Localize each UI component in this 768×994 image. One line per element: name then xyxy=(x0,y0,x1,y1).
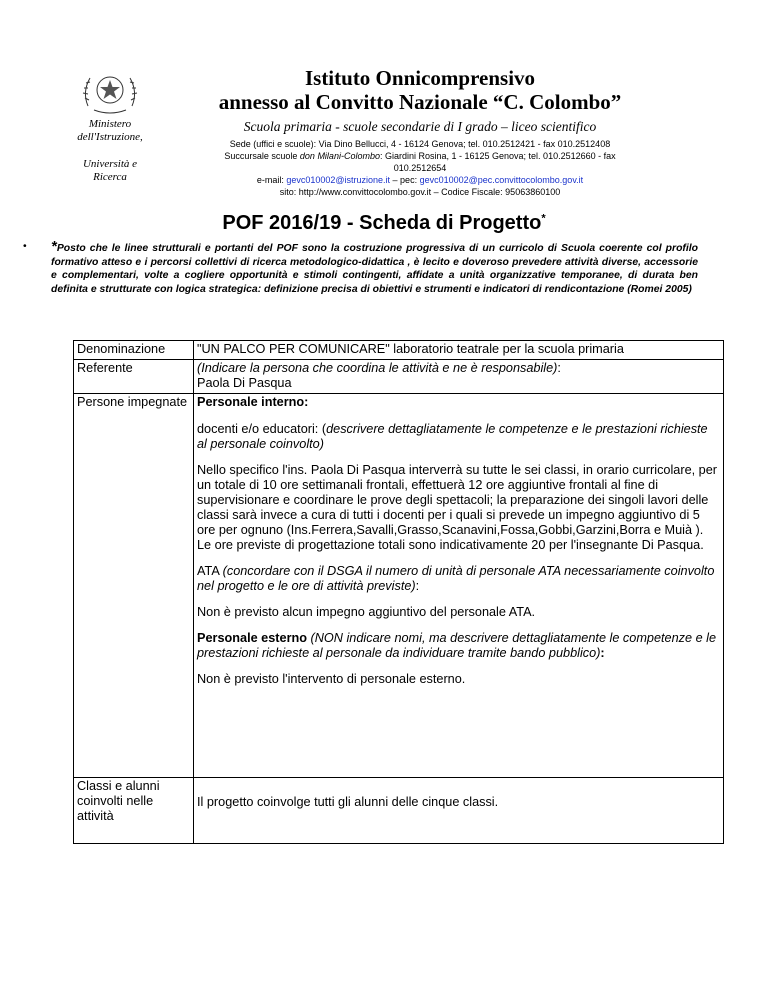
intro-star: * xyxy=(51,238,57,255)
classi-value: Il progetto coinvolge tutti gli alunni delle cinque classi. xyxy=(197,795,499,809)
contact-emails xyxy=(170,174,670,186)
specifico-paragraph: Nello specifico l'ins. Paola Di Pasqua interverrà su tutte le sei classi, in orario curricolare, per un totale di 10 ore settimanali frontali, effettuerà 12 ore aggiuntive frontali al fine di supervisionare e coordinare le prove degli spettacoli; la preparazione dei singoli lavori delle classi sarà invece a cura di tutti i docenti per i quali si prevede un impegno aggiuntivo di 5 ore per ognuno (Ins.Ferrera,Savalli,Grasso,Scanavini,Fossa,Gobbi,Garzini,Borra e Muià ). Le ore previste di progettazione totali sono indicativamente 20 per l'insegnante Di Pasqua. xyxy=(197,463,718,552)
ata-note: (concordare con il DSGA il numero di unità di personale ATA necessariamente coinvolto nel progetto e le ore di attività previste) xyxy=(197,564,715,593)
pec-link[interactable]: gevc010002@pec.convittocolombo.gov.it xyxy=(419,175,584,185)
persone-cell xyxy=(194,394,724,778)
intro-note xyxy=(23,238,698,296)
intro-text: Posto che le linee strutturali e portanti del POF sono la costruzione progressiva di un curricolo di Scuola coerente col profilo formativo atteso e i percorsi collettivi di ricerca metodologico-didattica , è lecito e doveroso prevedere attività diverse, accessorie e complementari, volte a cogliere opportunità e stimoli contingenti, affidate a unità organizzative temporanee, di durata ben definita e strutturate con logica strategica: definizione precisa di obiettivi e strumenti e indicatori di rendicontazione (Romei 2005) xyxy=(51,243,698,295)
bullet-marker: • xyxy=(23,241,27,252)
ministry-line-1: Ministero xyxy=(88,118,132,130)
institute-title-line-1: Istituto Onnicomprensivo xyxy=(304,66,536,90)
project-table xyxy=(73,340,724,844)
persone-label: Persone impegnate xyxy=(74,394,194,778)
referente-note: (Indicare la persona che coordina le attività e ne è responsabile) xyxy=(197,361,558,375)
denominazione-label: Denominazione xyxy=(74,341,194,360)
institute-title-line-2: annesso al Convitto Nazionale “C. Colombo” xyxy=(218,90,622,114)
ata-colon: : xyxy=(415,579,420,593)
institute-header xyxy=(170,66,670,198)
ata-paragraph xyxy=(197,564,720,594)
ministry-line-4: Ricerca xyxy=(93,171,127,183)
pof-title-text: POF 2016/19 - Scheda di Progetto xyxy=(222,212,542,234)
docenti-paragraph xyxy=(197,422,720,452)
republic-emblem-icon xyxy=(80,66,140,118)
address-succursale-fax: 010.2512654 xyxy=(393,163,447,173)
denominazione-value: "UN PALCO PER COMUNICARE" laboratorio teatrale per la scuola primaria xyxy=(194,341,724,360)
table-row-classi xyxy=(74,778,724,844)
classi-cell xyxy=(194,778,724,844)
table-row-persone xyxy=(74,394,724,778)
esterno-label: Personale esterno xyxy=(197,631,308,645)
succursale-rest: : Giardini Rosina, 1 - 16125 Genova; tel. 010.2512660 - fax xyxy=(379,151,616,161)
site-and-fiscal-code: sito: http://www.convittocolombo.gov.it – Codice Fiscale: 95063860100 xyxy=(279,187,561,197)
docenti-prefix: docenti e/o educatori: ( xyxy=(197,422,327,436)
esterno-paragraph xyxy=(197,631,720,661)
classi-label: Classi e alunni coinvolti nelle attività xyxy=(74,778,194,844)
address-sede: Sede (uffici e scuole): Via Dino Bellucci, 4 - 16124 Genova; tel. 010.2512421 - fax 010.2512408 xyxy=(229,139,611,149)
email-link[interactable]: gevc010002@istruzione.it xyxy=(286,175,391,185)
ata-value: Non è previsto alcun impegno aggiuntivo del personale ATA. xyxy=(197,605,536,619)
table-row-referente xyxy=(74,360,724,394)
ata-prefix: ATA xyxy=(197,564,223,578)
referente-colon: : xyxy=(557,361,561,375)
pec-label: – pec: xyxy=(390,175,420,185)
personale-interno-heading: Personale interno: xyxy=(197,395,309,409)
institute-subtitle: Scuola primaria - scuole secondarie di I grado – liceo scientifico xyxy=(243,119,597,134)
address-succursale xyxy=(170,150,670,162)
docenti-note: descrivere dettagliatamente le competenze e le prestazioni richieste al personale coinvolto) xyxy=(197,422,708,451)
email-label: e-mail: xyxy=(256,175,287,185)
ministry-line-3: Università e xyxy=(82,158,138,170)
referente-label: Referente xyxy=(74,360,194,394)
succursale-name: don Milani-Colombo xyxy=(299,151,380,161)
esterno-note: (NON indicare nomi, ma descrivere dettagliatamente le competenze e le prestazioni richieste al personale da individuare tramite bando pubblico) xyxy=(197,631,717,660)
table-row-denominazione xyxy=(74,341,724,360)
ministry-line-2: dell'Istruzione, xyxy=(77,131,143,143)
referente-cell xyxy=(194,360,724,394)
succursale-prefix: Succursale scuole xyxy=(224,151,300,161)
esterno-value: Non è previsto l'intervento di personale esterno. xyxy=(197,672,466,686)
pof-title xyxy=(0,212,768,235)
ministry-name xyxy=(50,118,170,184)
esterno-colon: : xyxy=(600,646,605,660)
pof-title-asterisk: * xyxy=(541,212,546,225)
referente-name: Paola Di Pasqua xyxy=(197,376,292,390)
